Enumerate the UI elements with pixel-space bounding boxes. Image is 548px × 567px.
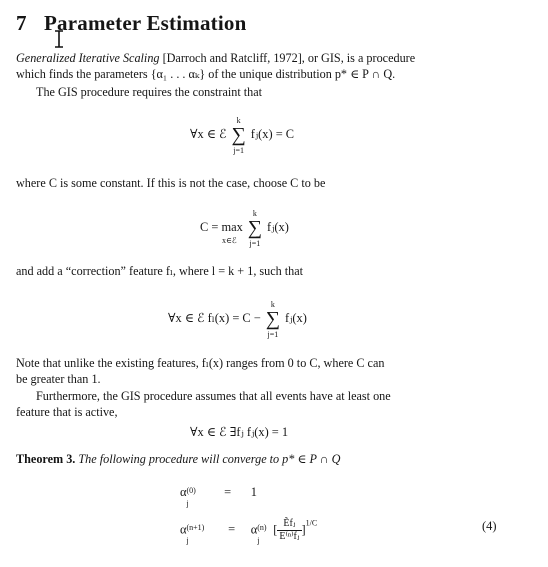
section-heading (16, 11, 246, 36)
section-number: 7 (16, 11, 27, 35)
equation-3 (168, 300, 307, 339)
equation-4: ∀x ∈ ℰ ∃fⱼ fⱼ(x) = 1 (190, 425, 289, 439)
eq2-left: C = max (200, 219, 243, 234)
paragraph-4: and add a “correction” feature fₗ, where l = k + 1, such that (16, 264, 304, 278)
theorem-label: Theorem 3. (16, 452, 76, 466)
theorem-statement (16, 452, 340, 467)
eq6-lhs-sup: (n+1) (186, 523, 205, 533)
eq1-right: fⱼ(x) = C (250, 126, 295, 141)
eq6-exponent: 1/C (305, 518, 318, 528)
eq3-right: fⱼ(x) (284, 310, 307, 325)
eq5-rhs: 1 (250, 485, 257, 499)
summation-symbol: k ∑ j=1 (231, 116, 246, 155)
eq5-lhs: α (180, 485, 187, 499)
eq2-sum-bottom: j=1 (249, 239, 261, 248)
eq3-sum-top: k (270, 300, 275, 309)
summation-symbol: k ∑ j=1 (265, 300, 280, 339)
eq6-rhs-a: α (250, 522, 258, 537)
eq5-lhs-sub: j (186, 499, 189, 508)
eq2-sum-top: k (252, 209, 257, 218)
intro-line-1-rest: [Darroch and Ratcliff, 1972], or GIS, is a procedure (159, 51, 416, 65)
eq6-rhs-sub: j (257, 536, 260, 546)
frac-numerator: Ẽfⱼ (277, 518, 301, 531)
paragraph-2: The GIS procedure requires the constraint that (36, 85, 263, 99)
text-cursor-icon (52, 30, 66, 48)
intro-line-2: which finds the parameters {α₁ . . . αₖ} of the unique distribution p* ∈ P ∩ Q. (16, 67, 396, 81)
equation-number: (4) (482, 519, 497, 533)
paragraph-5-line-1: Note that unlike the existing features, fₗ(x) ranges from 0 to C, where C can (16, 356, 385, 370)
eq1-sum-top: k (236, 116, 241, 125)
expected-value-fraction (277, 518, 301, 543)
equation-2 (200, 209, 289, 248)
equation-5 (180, 485, 257, 508)
gis-term: Generalized Iterative Scaling (16, 51, 160, 65)
eq1-sum-bottom: j=1 (233, 146, 245, 155)
frac-denominator: E⁽ⁿ⁾fⱼ (279, 531, 300, 542)
intro-line-1 (16, 51, 415, 66)
paragraph-6-line-1: Furthermore, the GIS procedure assumes that all events have at least one (36, 389, 391, 403)
eq6-op: = (228, 522, 236, 537)
eq5-op: = (224, 485, 232, 499)
equation-1 (190, 116, 295, 155)
eq5-lhs-sup: (0) (186, 486, 196, 495)
eq6-lhs-sub: j (186, 536, 189, 546)
paragraph-6-line-2: feature that is active, (16, 405, 118, 419)
section-title: Parameter Estimation (44, 11, 247, 35)
eq3-left: ∀x ∈ ℰ fₗ(x) = C − (168, 310, 261, 325)
eq2-max-sub: x∈ℰ (222, 235, 237, 245)
theorem-text: The following procedure will converge to p* ∈ P ∩ Q (78, 452, 341, 466)
eq6-lhs: α (180, 522, 187, 537)
summation-symbol: k ∑ j=1 (247, 209, 263, 248)
paragraph-3: where C is some constant. If this is not the case, choose C to be (16, 176, 326, 190)
eq6-rhs-sup: (n) (257, 523, 267, 533)
paragraph-5-line-2: be greater than 1. (16, 372, 101, 386)
eq2-right: fⱼ(x) (267, 219, 289, 234)
eq3-sum-bottom: j=1 (267, 330, 279, 339)
equation-6: α (n+1) j = α (n) j [ $\frac{\text{Ẽfⱼ}}{\text{E⁽ⁿ⁾fⱼ}}$ ]$^{1/C}$ (180, 518, 318, 546)
eq1-left: ∀x ∈ ℰ (190, 126, 227, 141)
